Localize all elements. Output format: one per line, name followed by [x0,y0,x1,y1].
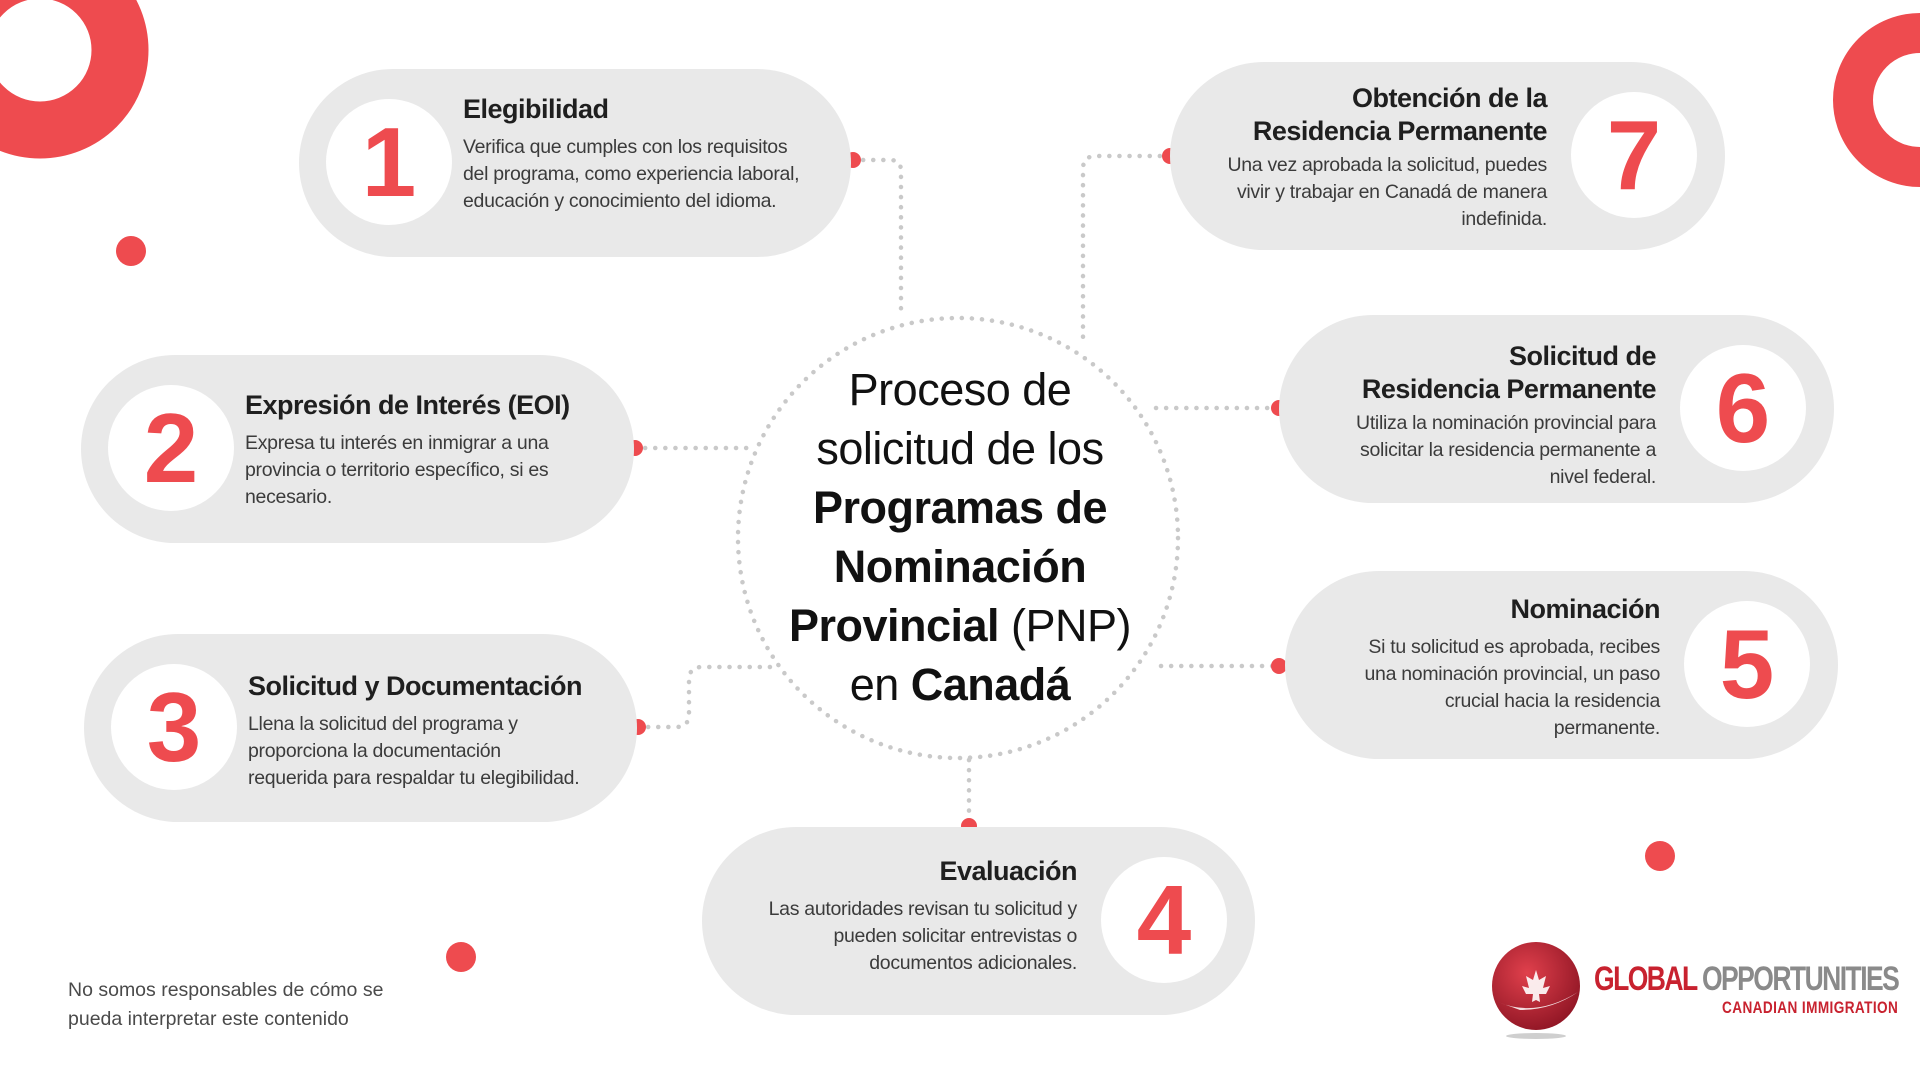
logo-brand-text [1594,960,1898,999]
step-description: Expresa tu interés en inmigrar a una provincia o territorio específico, si es necesario. [245,432,549,508]
center-title-bold: Nominación [833,541,1087,592]
step-title: Solicitud de Residencia Permanente [1361,341,1656,404]
logo-brand-part: GLOBAL [1594,960,1697,998]
step-title: Solicitud y Documentación [248,671,583,701]
step-number-badge: 4 [1101,857,1227,983]
step-description: Las autoridades revisan tu solicitud y pueden solicitar entrevistas o documentos adicionales. [768,898,1077,974]
step-number-badge: 7 [1571,92,1697,218]
connector-1 [853,160,901,318]
step-description: Verifica que cumples con los requisitos del programa, como experiencia laboral, educación y conocimiento del idioma. [463,136,800,212]
step-card-7 [1170,62,1725,250]
center-title-line: en [849,659,911,710]
step-description: Llena la solicitud del programa y proporciona la documentación requerida para respaldar tu elegibilidad. [248,713,580,789]
logo-tagline: CANADIAN IMMIGRATION [1722,998,1899,1017]
step-card-1 [299,69,851,257]
center-title-bold: Canadá [910,659,1071,710]
step-card-5 [1285,571,1838,759]
step-description: Si tu solicitud es aprobada, recibes una nominación provincial, un paso crucial hacia la residencia permanente. [1364,636,1660,739]
step-title: Evaluación [939,856,1077,886]
step-description: Utiliza la nominación provincial para solicitar la residencia permanente a nivel federal. [1356,412,1656,488]
step-description: Una vez aprobada la solicitud, puedes vivir y trabajar en Canadá de manera indefinida. [1227,154,1547,230]
center-title [735,360,1185,714]
step-number-badge: 2 [108,385,234,511]
company-logo [1490,940,1899,1040]
step-card-3 [84,634,637,822]
center-title-line: (PNP) [999,600,1132,651]
step-card-4 [702,827,1255,1015]
step-card-2 [81,355,634,543]
step-card-6 [1279,315,1834,503]
maple-leaf-globe-icon [1490,940,1582,1040]
center-title-line: solicitud de los [816,423,1104,474]
center-title-bold: Provincial [788,600,1000,651]
step-number-badge: 1 [326,99,452,225]
step-number-badge: 5 [1684,601,1810,727]
step-title: Obtención de la Residencia Permanente [1252,83,1547,146]
step-title: Expresión de Interés (EOI) [245,390,570,420]
center-title-line: Proceso de [848,364,1072,415]
step-title: Elegibilidad [463,94,609,124]
connector-7 [1083,156,1170,339]
logo-brand-part: OPPORTUNITIES [1696,960,1899,998]
center-title-bold: Programas de [812,482,1108,533]
disclaimer-text: No somos responsables de cómo se pueda interpretar este contenido [68,979,384,1030]
step-number-badge: 3 [111,664,237,790]
step-title: Nominación [1510,594,1660,624]
step-number-badge: 6 [1680,345,1806,471]
